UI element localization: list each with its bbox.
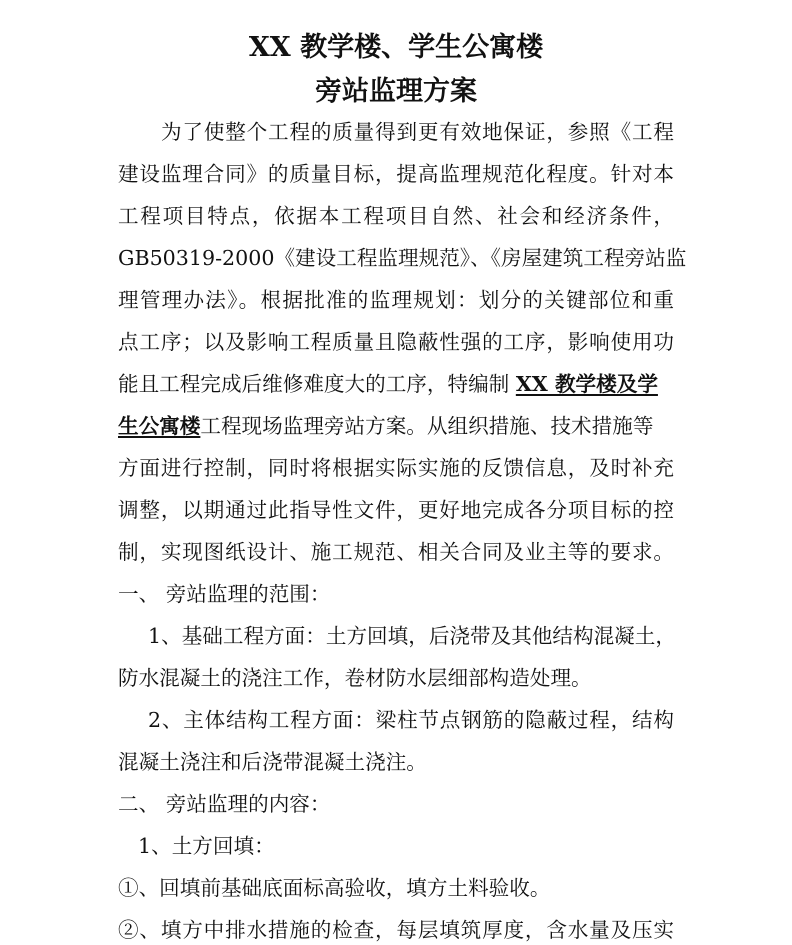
paragraph1-line7-text: 能且工程完成后维修难度大的工序，特编制 [118,372,516,396]
paragraph1-line10: 调整，以期通过此指导性文件，更好地完成各分项目标的控 [118,498,674,522]
paragraph1-line7 [118,369,674,399]
section1-item1-line2: 防水混凝土的浇注工作，卷材防水层细部构造处理。 [118,666,592,690]
paragraph1-line5: 理管理办法》。根据批准的监理规划：划分的关键部位和重 [118,288,674,312]
paragraph1-line9: 方面进行控制，同时将根据实际实施的反馈信息，及时补充 [118,456,674,480]
paragraph1-line2: 建设监理合同》的质量目标，提高监理规范化程度。针对本 [118,162,674,186]
section2-item1: 1、土方回填： [138,834,275,858]
section2-point1: ①、回填前基础底面标高验收，填方土料验收。 [118,876,551,900]
project-name-emphasis-part2: 生公寓楼 [118,414,201,438]
paragraph1-line8-text: 工程现场监理旁站方案。从组织措施、技术措施等 [200,414,654,438]
section1-heading: 一、 旁站监理的范围： [118,582,331,606]
paragraph1-line1: 为了使整个工程的质量得到更有效地保证，参照《工程 [161,120,674,144]
project-name-emphasis-part1: XX 教学楼及学 [515,372,658,396]
paragraph1-line8 [118,411,674,441]
document-title-line2: 旁站监理方案 [315,76,477,107]
paragraph1-line11: 制，实现图纸设计、施工规范、相关合同及业主等的要求。 [118,540,674,564]
paragraph1-line4: GB50319-2000《建设工程监理规范》、《房屋建筑工程旁站监 [118,246,687,270]
paragraph1-line6: 点工序；以及影响工程质量且隐蔽性强的工序，影响使用功 [118,330,674,354]
paragraph1-line3: 工程项目特点，依据本工程项目自然、社会和经济条件， [118,204,674,228]
section1-item2-line1: 2、主体结构工程方面：梁柱节点钢筋的隐蔽过程，结构 [148,708,674,732]
section2-point2: ②、填方中排水措施的检查，每层填筑厚度，含水量及压实 [118,918,674,942]
section2-heading: 二、 旁站监理的内容： [118,792,331,816]
document-title-line1: XX 教学楼、学生公寓楼 [248,32,544,63]
section1-item2-line2: 混凝土浇注和后浇带混凝土浇注。 [118,750,427,774]
section1-item1-line1: 1、基础工程方面：土方回填，后浇带及其他结构混凝土， [148,624,676,648]
